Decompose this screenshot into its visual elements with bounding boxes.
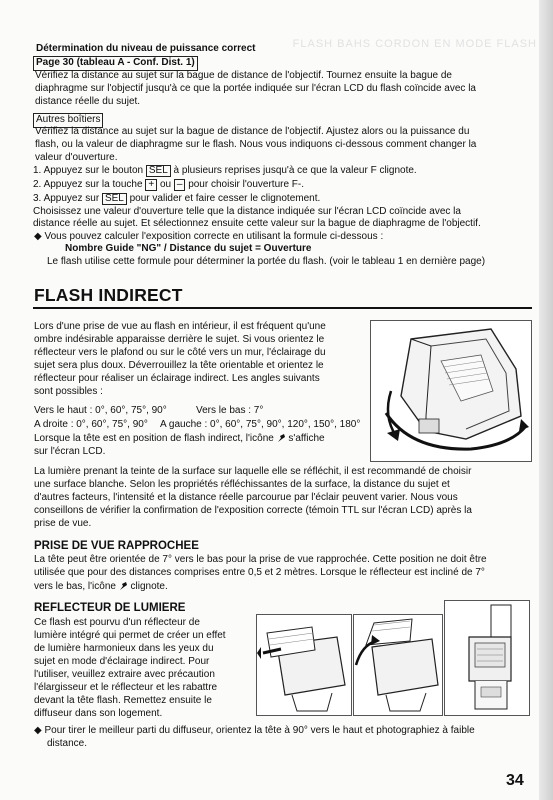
body-line: valeur d'ouverture. (35, 152, 118, 163)
body-line: d'autres facteurs, l'intensité et la distance réelle parcourue par l'éclair peuvent varier. Nous vous (34, 492, 458, 503)
bounce-icon (277, 433, 286, 443)
angles-right: A droite : 0°, 60°, 75°, 90° (34, 419, 148, 430)
body-line: sur l'écran LCD. (34, 446, 106, 457)
body-line: de lumière harmonieux dans les yeux du (34, 643, 214, 654)
page-number: 34 (506, 772, 524, 789)
flash-head-illustration (370, 320, 532, 462)
bullet-icon: ◆ (34, 725, 42, 736)
other-cameras-label: Autres boîtiers (33, 113, 103, 128)
body-line: sujet sera plus doux. Déverrouillez la tête orientable et orientez le (34, 360, 324, 371)
reflector-title: REFLECTEUR DE LUMIERE (34, 602, 186, 614)
step-1: 1. Appuyez sur le bouton SEL à plusieurs reprises jusqu'à ce que la valeur F clignote. (33, 165, 417, 176)
body-line: ombre indésirable apparaisse derrière le sujet. Si vous orientez le (34, 334, 325, 345)
body-line: La lumière prenant la teinte de la surface sur laquelle elle se réfléchit, il est recommandé de choisir (34, 466, 472, 477)
flash-with-reflector-illustration (444, 600, 530, 716)
step-3: 3. Appuyez sur SEL pour valider et faire cesser le clignotement. (33, 193, 321, 204)
sel-key-label: SEL (146, 165, 171, 177)
tilt-down-icon (119, 581, 128, 591)
body-line: réflecteur pour réaliser un éclairage indirect. Les angles suivants (34, 373, 320, 384)
body-line: Vérifiez la distance au sujet sur la bague de distance de l'objectif. Tournez ensuite la bague de (35, 70, 452, 81)
body-line: Lors d'une prise de vue au flash en intérieur, il est fréquent qu'une (34, 321, 326, 332)
body-line: distance réelle du sujet. (35, 96, 141, 107)
step-2: 2. Appuyez sur la touche + ou – pour choisir l'ouverture F-. (33, 179, 305, 190)
page-reference: Page 30 (tableau A - Conf. Dist. 1) (33, 56, 198, 71)
section-heading: Détermination du niveau de puissance correct (36, 43, 256, 54)
body-line: devant la tête flash. Remettez ensuite le (34, 695, 212, 706)
body-line: flash, ou la valeur de diaphragme sur le flash. Nous vous indiquons ci-dessous comment changer la (35, 139, 477, 150)
body-line: diffuseur dans son logement. (34, 708, 163, 719)
minus-key-label: – (174, 179, 186, 191)
body-line: prise de vue. (34, 518, 92, 529)
body-line: distance réelle au sujet. Et sélectionnez ensuite cette valeur sur la bague de diaphragme de l'objectif. (33, 218, 481, 229)
flash-indirect-title: FLASH INDIRECT (34, 285, 183, 305)
formula-note: Le flash utilise cette formule pour déterminer la portée du flash. (voir le tableau 1 en dernière page) (47, 256, 486, 267)
angles-left: A gauche : 0°, 60°, 75°, 90°, 120°, 150°, 180° (160, 419, 361, 430)
body-line: l'utiliser, veuillez extraire avec précaution (34, 669, 215, 680)
body-line: utilisée que pour des distances comprises entre 0,5 et 2 mètres. Lorsque le réflecteur est incliné de 7° (34, 567, 485, 578)
section-divider (33, 307, 532, 309)
bleed-through-text: FLASH BAHS CORDON EN MODE FLASH (292, 38, 537, 50)
body-line: La tête peut être orientée de 7° vers le bas pour la prise de vue rapprochée. Cette position ne doit être (34, 554, 487, 565)
bullet-icon: ◆ (34, 231, 42, 242)
body-line: diaphragme sur l'objectif jusqu'à ce que la portée indiquée sur l'écran LCD du flash coïncide avec la (35, 83, 476, 94)
scan-edge (539, 0, 553, 800)
body-line: lumière intégré qui permet de créer un effet (34, 630, 226, 641)
reflector-pull-illustration (256, 614, 352, 716)
body-line: Ce flash est pourvu d'un réflecteur de (34, 617, 200, 628)
calc-line: ◆ Vous pouvez calculer l'exposition correcte en utilisant la formule ci-dessous : (34, 231, 384, 242)
body-line: réflecteur vers le plafond ou sur le côté vers un mur, l'éclairage du (34, 347, 326, 358)
reflector-fold-illustration (353, 614, 443, 716)
tip-line: ◆ Pour tirer le meilleur parti du diffuseur, orientez la tête à 90° vers le haut et photographiez à faible (34, 725, 475, 736)
bounce-icon-line: Lorsque la tête est en position de flash indirect, l'icône s'affiche (34, 433, 325, 444)
sel-key-label: SEL (102, 193, 127, 205)
closeup-title: PRISE DE VUE RAPPROCHEE (34, 540, 199, 552)
body-line: Choisissez une valeur d'ouverture telle que la distance indiquée sur l'écran LCD coïncide avec la (33, 206, 461, 217)
angles-up: Vers le haut : 0°, 60°, 75°, 90° (34, 405, 167, 416)
guide-number-formula: Nombre Guide "NG" / Distance du sujet = Ouverture (65, 243, 312, 254)
body-line: Vérifiez la distance au sujet sur la bague de distance de l'objectif. Ajustez alors ou la puissance du (35, 126, 470, 137)
plus-key-label: + (145, 179, 157, 191)
body-line: conseillons de vérifier la confirmation de l'exposition correcte (témoin TTL sur l'écran LCD) après la (34, 505, 472, 516)
body-line: sujet en mode d'éclairage indirect. Pour (34, 656, 210, 667)
angles-down: Vers le bas : 7° (196, 405, 264, 416)
body-line: une surface blanche. Selon les propriétés réfléchissantes de la surface, la distance du sujet et (34, 479, 450, 490)
body-line: l'élargisseur et le réflecteur et les rabattre (34, 682, 218, 693)
body-line: sont possibles : (34, 386, 103, 397)
body-line: distance. (47, 738, 88, 749)
closeup-icon-line: vers le bas, l'icône clignote. (34, 581, 168, 592)
